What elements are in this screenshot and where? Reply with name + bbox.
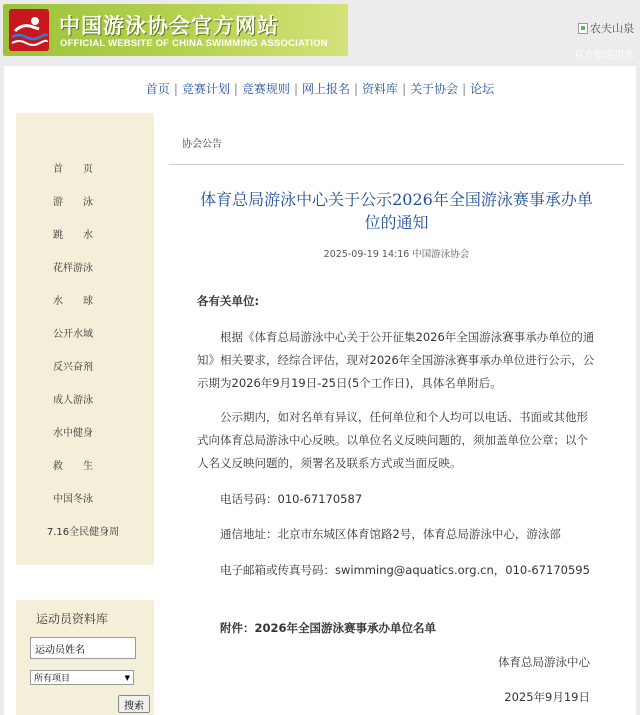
- article-greeting: 各有关单位:: [197, 294, 260, 308]
- nav-separator: |: [293, 82, 298, 96]
- nav-competition-plan[interactable]: 竞赛计划: [181, 82, 230, 96]
- article-title: [189, 188, 604, 234]
- sidebar-item-home[interactable]: [16, 160, 154, 175]
- broken-image-icon: [578, 23, 588, 34]
- sidebar-item-swimming[interactable]: [16, 193, 154, 208]
- nav-separator: |: [233, 82, 238, 96]
- nav-separator: |: [462, 82, 467, 96]
- sidebar-item-artistic-swimming[interactable]: [16, 259, 154, 274]
- signature: 体育总局游泳中心: [498, 655, 590, 669]
- site-header: [0, 0, 640, 64]
- article-paragraph: 根据《体育总局游泳中心关于公开征集2026年全国游泳赛事承办单位的通知》相关要求，经综合评估，现对2026年全国游泳赛事承办单位进行公示，公示期为2026年9月19日-25日(5个工作日)，具体名单附后。: [197, 330, 595, 390]
- article-title-line1: 体育总局游泳中心关于公示2026年全国游泳赛事承办单: [200, 190, 593, 209]
- sidebar-item-label: 游 泳: [53, 197, 93, 208]
- nav-competition-rules[interactable]: 竞赛规则: [241, 82, 290, 96]
- contact-phone: 电话号码：010-67170587: [220, 492, 363, 506]
- attachment-link[interactable]: 附件：2026年全国游泳赛事承办单位名单: [220, 621, 437, 635]
- sidebar-item-fitness-week[interactable]: [16, 523, 154, 538]
- site-title-english: OFFICIAL WEBSITE OF CHINA SWIMMING ASSOCIATION: [60, 38, 328, 49]
- article-title-line2: 位的通知: [364, 213, 429, 232]
- sidebar-item-label: 首 页: [53, 164, 93, 175]
- chevron-down-icon: ▼: [124, 673, 130, 682]
- athlete-database-title: 运动员资料库: [36, 612, 109, 626]
- sidebar-item-label: 反兴奋剂: [53, 362, 93, 373]
- sidebar-item-label: 公开水域: [53, 329, 93, 340]
- sidebar-item-label: 跳 水: [53, 230, 93, 241]
- sidebar-item-open-water[interactable]: [16, 325, 154, 340]
- search-button[interactable]: 搜索: [118, 695, 150, 713]
- sponsor-alt-text: 农夫山泉: [590, 22, 634, 35]
- sidebar-item-label: 中国冬泳: [53, 494, 93, 505]
- sidebar-item-label: 水中健身: [53, 428, 93, 439]
- athlete-database-panel: [16, 600, 154, 715]
- sponsor-caption: 官方指定用水: [574, 50, 634, 61]
- sponsor-block[interactable]: [574, 20, 634, 61]
- divider: [169, 164, 624, 165]
- signature-date: 2025年9月19日: [504, 690, 590, 704]
- event-select[interactable]: [30, 670, 134, 685]
- athlete-name-input[interactable]: [30, 637, 136, 659]
- nav-home[interactable]: 首页: [145, 82, 170, 96]
- event-select-value: 所有项目: [34, 674, 71, 684]
- breadcrumb[interactable]: 协会公告: [182, 139, 222, 150]
- sidebar-item-lifesaving[interactable]: [16, 457, 154, 472]
- nav-about[interactable]: 关于协会: [410, 82, 459, 96]
- sidebar-menu: [16, 113, 154, 565]
- sidebar-item-anti-doping[interactable]: [16, 358, 154, 373]
- nav-forum[interactable]: 论坛: [470, 82, 495, 96]
- sidebar-item-winter-swimming[interactable]: [16, 490, 154, 505]
- article-paragraph: 公示期内，如对名单有异议，任何单位和个人均可以电话、书面或其他形式向体育总局游泳中心反映。以单位名义反映问题的，须加盖单位公章；以个人名义反映问题的，须署名及联系方式或当面反映。: [197, 410, 588, 470]
- sponsor-image[interactable]: [574, 20, 634, 36]
- sidebar-item-label: 水 球: [53, 296, 93, 307]
- site-title-chinese: 中国游泳协会官方网站: [59, 13, 279, 38]
- nav-online-registration[interactable]: 网上报名: [301, 82, 350, 96]
- nav-separator: |: [173, 82, 178, 96]
- sidebar-item-label: 救 生: [53, 461, 93, 472]
- sidebar-item-adult-swimming[interactable]: [16, 391, 154, 406]
- contact-email: 电子邮箱或传真号码：swimming@aquatics.org.cn，010-67170595: [220, 563, 590, 577]
- sidebar-item-label: 花样游泳: [53, 263, 93, 274]
- main-panel: [4, 66, 636, 715]
- nav-separator: |: [354, 82, 359, 96]
- swimmer-logo-icon: [9, 9, 49, 51]
- nav-separator: |: [402, 82, 407, 96]
- contact-address: 通信地址：北京市东城区体育馆路2号，体育总局游泳中心，游泳部: [220, 527, 561, 541]
- site-banner[interactable]: [3, 4, 348, 56]
- article-meta: 2025-09-19 14:16 中国游泳协会: [323, 249, 470, 260]
- sidebar-item-aqua-fitness[interactable]: [16, 424, 154, 439]
- sidebar-item-diving[interactable]: [16, 226, 154, 241]
- sidebar-item-label: 成人游泳: [53, 395, 93, 406]
- sidebar-item-label: 7.16全民健身周: [46, 527, 120, 538]
- nav-database[interactable]: 资料库: [362, 82, 399, 96]
- top-nav: [4, 80, 636, 97]
- sidebar-item-water-polo[interactable]: [16, 292, 154, 307]
